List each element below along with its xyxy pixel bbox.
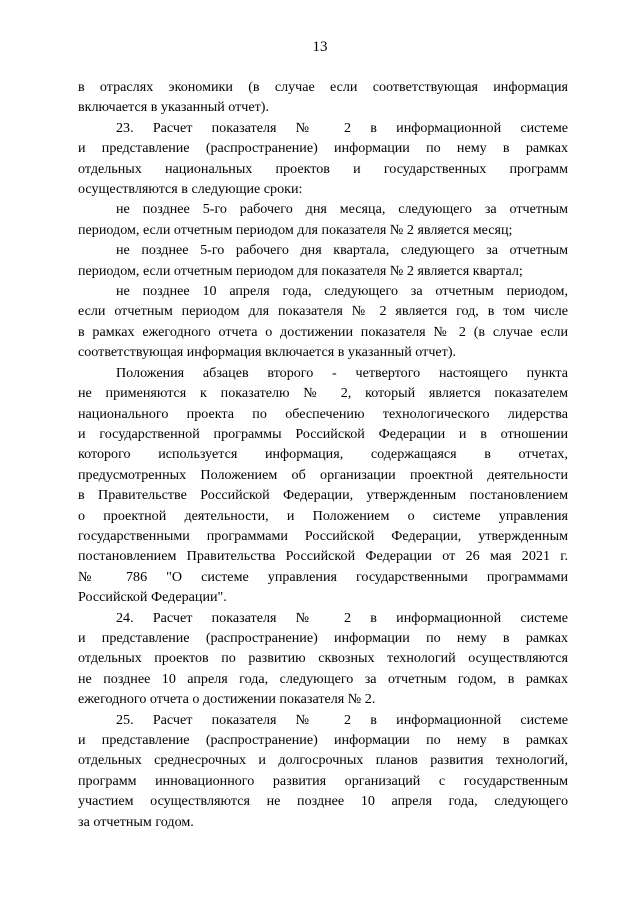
text-line: периодом, если отчетным периодом для показателя № 2 является месяц;: [78, 221, 513, 238]
text-line: Положения абзацев второго - четвертого настоящего пункта: [116, 364, 568, 381]
paragraph: [78, 77, 568, 118]
text-line: участием осуществляются не позднее 10 апреля года, следующего: [78, 793, 568, 810]
paragraph: [78, 363, 568, 608]
text-line: 24. Расчет показателя № 2 в информационной системе: [116, 609, 568, 626]
text-line: и государственной программы Российской Федерации и в отношении: [78, 425, 568, 442]
text-line: в отраслях экономики (в случае если соответствующая информация: [78, 79, 568, 95]
document-body: [78, 77, 568, 832]
text-line: не позднее 10 апреля года, следующего за отчетным годом, в рамках: [78, 670, 568, 687]
paragraph: [78, 281, 568, 363]
text-line: отдельных национальных проектов и государственных программ: [78, 160, 568, 177]
text-line: ежегодного отчета о достижении показателя № 2.: [78, 691, 376, 708]
text-line: программ инновационного развития организаций с государственным: [78, 772, 568, 789]
text-line: предусмотренных Положением об организации проектной деятельности: [78, 466, 568, 483]
text-line: не применяются к показателю № 2, который является показателем: [78, 385, 568, 402]
text-line: в Правительстве Российской Федерации, утвержденным постановлением: [78, 487, 568, 504]
text-line: за отчетным годом.: [78, 813, 194, 830]
text-line: и представление (распространение) информации по нему в рамках: [78, 140, 568, 157]
paragraph: [78, 608, 568, 710]
paragraph: [78, 710, 568, 832]
text-line: 23. Расчет показателя № 2 в информационной системе: [116, 119, 568, 136]
text-line: о проектной деятельности, и Положением о системе управления: [78, 507, 568, 524]
text-line: периодом, если отчетным периодом для показателя № 2 является квартал;: [78, 262, 523, 279]
text-line: соответствующая информация включается в указанный отчет).: [78, 344, 457, 361]
text-line: Российской Федерации".: [78, 589, 227, 606]
text-line: государственными программами Российской Федерации, утвержденным: [78, 527, 568, 544]
text-line: 25. Расчет показателя № 2 в информационной системе: [116, 711, 568, 728]
text-line: и представление (распространение) информации по нему в рамках: [78, 629, 568, 646]
text-line: которого используется информация, содержащаяся в отчетах,: [78, 446, 568, 463]
text-line: если отчетным периодом для показателя № 2 является год, в том числе: [78, 303, 568, 320]
paragraph: [78, 199, 568, 240]
text-line: и представление (распространение) информации по нему в рамках: [78, 732, 568, 748]
text-line: отдельных среднесрочных и долгосрочных планов развития технологий,: [78, 752, 568, 769]
text-line: № 786 "О системе управления государственными программами: [78, 568, 568, 585]
text-line: национального проекта по обеспечению технологического лидерства: [78, 405, 568, 422]
text-line: отдельных проектов по развитию сквозных технологий осуществляются: [78, 650, 568, 667]
text-line: в рамках ежегодного отчета о достижении показателя № 2 (в случае если: [78, 323, 568, 340]
paragraph: [78, 240, 568, 281]
text-line: не позднее 10 апреля года, следующего за отчетным периодом,: [116, 283, 568, 300]
text-line: постановлением Правительства Российской Федерации от 26 мая 2021 г.: [78, 548, 568, 565]
text-line: осуществляются в следующие сроки:: [78, 181, 303, 198]
page-number: 13: [312, 39, 328, 55]
paragraph: [78, 118, 568, 200]
text-line: не позднее 5-го рабочего дня квартала, следующего за отчетным: [116, 242, 568, 259]
text-line: включается в указанный отчет).: [78, 99, 270, 116]
text-line: не позднее 5-го рабочего дня месяца, следующего за отчетным: [116, 201, 568, 218]
